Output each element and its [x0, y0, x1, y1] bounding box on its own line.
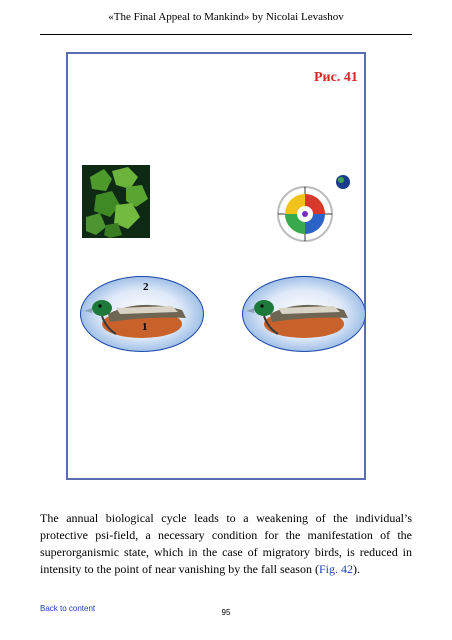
duck-image [242, 276, 366, 352]
bird-oval-left [80, 276, 204, 352]
body-text-end: ). [352, 562, 360, 576]
body-paragraph [40, 510, 412, 578]
body-text-start: The annual biological cycle leads to a weakening of the individual’s protective psi-field, a necessary condition for the manifestation of the superorganismic state, which in the case of migratory birds, is reduced in intensity to the point of near vanishing by the fall season ( [40, 511, 412, 576]
page-number: 95 [221, 608, 231, 617]
figure-marker-1: 1 [142, 321, 148, 333]
bird-oval-right [242, 276, 366, 352]
figure-41 [66, 52, 366, 480]
leaf-image [82, 165, 150, 238]
back-to-content-link[interactable]: Back to content [40, 604, 96, 613]
header-rule [40, 34, 412, 35]
figure-42-link[interactable]: Fig. 42 [318, 562, 353, 576]
page-header: «The Final Appeal to Mankind» by Nicolai Levashov [108, 11, 344, 23]
figure-caption: Рис. 41 [314, 70, 358, 85]
figure-marker-2: 2 [143, 281, 149, 293]
duck-image [80, 276, 204, 352]
seasonal-cycle-diagram [267, 172, 357, 246]
